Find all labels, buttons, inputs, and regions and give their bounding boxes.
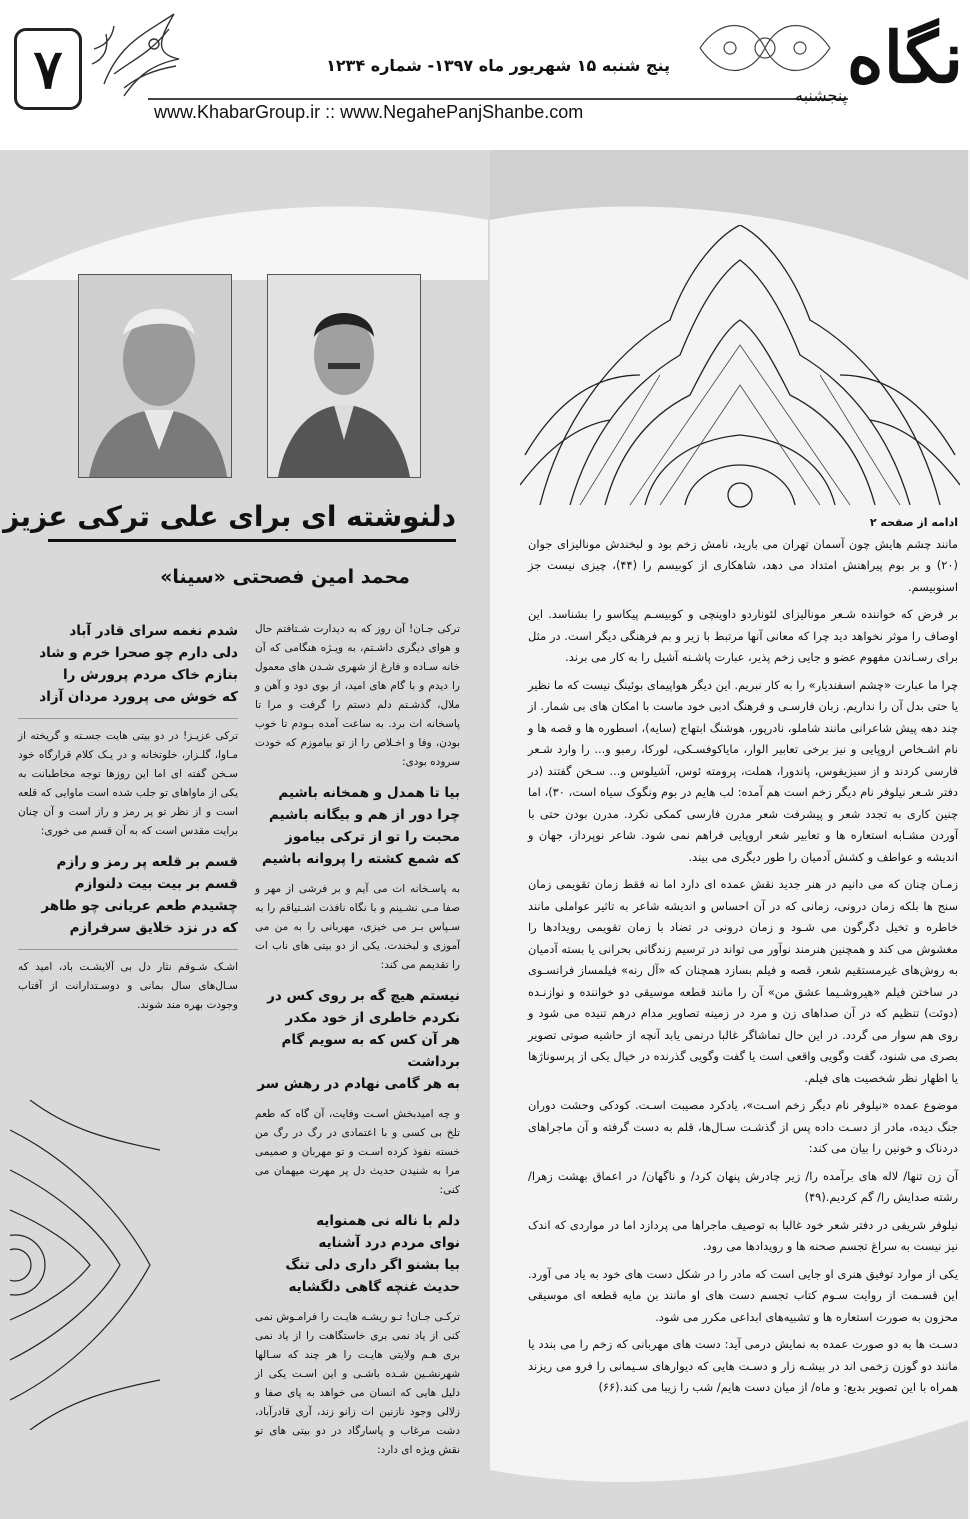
verse-line: شدم نغمه سرای قادر آباد	[69, 623, 238, 639]
paragraph: موضوع عمده «نیلوفر نام دیگر زخم اسـت»، یادکرد مصیبت اسـت. کودکی وحشت دوران جنگ دیده، مادر از دسـت داده پس از گذشـت سـال‌ها، قلم به دست گرفته و آن ماجراهای دردناک و خونین را بیان می کند:	[528, 1098, 958, 1155]
poem-verse	[255, 1210, 460, 1298]
header-rule	[148, 98, 848, 100]
page-header	[0, 0, 970, 150]
verse-line: محبت را تو از ترکی بیاموز	[285, 829, 460, 845]
verse-line: قسم بر قلعه پر رمز و رازم	[56, 854, 238, 870]
verse-line: دلی دارم چو صحرا خرم و شاد	[39, 645, 238, 661]
article-column-middle	[255, 620, 460, 1466]
verse-line: که خوش می پرورد مردان آزاد	[39, 689, 238, 705]
header-ornament	[690, 8, 840, 88]
article-column-left	[18, 620, 238, 1021]
verse-line: نکردم خاطری از خود مکدر	[285, 1010, 460, 1026]
verse-line: چشیدم طعم عریانی چو طاهر	[41, 898, 238, 914]
paragraph: و چه امیدبخش اسـت وفایت، آن گاه که طعم تلخ بی کسی و با اعتمادی در رگ در رگ من خسته نفوذ کرده اسـت و تو مهربان و صمیمی مرا به شنیدن حدیث دل پر مهرت میهمان می کنی:	[255, 1108, 460, 1196]
paragraph: نیلوفر شریفی در دفتر شعر خود غالبا به توصیف ماجراها می پردازد اما در مواردی که اندک نیز نیست به سراغ تجسم صحنه ها و رویدادها می رود.	[528, 1217, 958, 1253]
newspaper-logo: نگاه	[846, 16, 964, 99]
page-number: ۷	[14, 28, 82, 110]
article-byline: محمد امین فصحتی «سینا»	[160, 566, 410, 588]
verse-line: نوای مردم درد آشنایه	[318, 1235, 460, 1251]
verse-line: که شمع کشته را پروانه باشیم	[261, 851, 460, 867]
article-headline: دلنوشته ای برای علی ترکی عزیز	[48, 500, 456, 542]
verse-line: بیا بشنو اگر داری دلی تنگ	[285, 1257, 460, 1273]
photo-author	[267, 274, 421, 478]
verse-line: دلم با ناله نی همنوایه	[316, 1213, 460, 1229]
paragraph: دسـت ها به دو صورت عمده به نمایش درمی آید: دست های مهربانی که زخم را می بندد یا مانند دو گوزن زخمی اند در بیشـه زار و دسـت هایی که دیوارهای سـیمانی را فرو می ریزند همراه با این تصویر بدیع: و ماه/ از میان دست هایم/ شب را زیبا می کند.(۶۶)	[528, 1337, 958, 1394]
website-urls[interactable]: www.KhabarGroup.ir :: www.NegahePanjShanbe.com	[154, 102, 584, 122]
paragraph: بر فرض که خواننده شـعر مونالیزای لئوناردو داوینچی و کوبیسـم پیکاسو را بشناسد. این اوصاف را موثر نخواهد دید چرا که معانی آنها مرتبط با زیر و بم فرهنگی دیگر است. در مثل برای رسـاندن مفهوم عضو و جایی زخم پذیر، عبارت پاشـنه آشیل را به کار می برند.	[528, 607, 958, 664]
divider	[18, 718, 238, 719]
bottom-curve-decor	[0, 1410, 970, 1519]
paragraph: اشـک شـوقم نثار دل بی آلایشـت باد، امید که سـال‌های سال بمانی و دوسـتدارانت از آفتاب وجودت بهره مند شوند.	[18, 961, 238, 1011]
dateline: پنج شنبه ۱۵ شهریور ماه ۱۳۹۷- شماره ۱۲۳۴	[326, 56, 670, 75]
logo-subtitle: پنجشنبه	[795, 86, 848, 105]
paragraph: ترکی عزیـز! در دو بیتی هایت جسـته و گریخته از مـاوا، گلـزار، خلوتخانه و در یـک کلام قرارگاه خود سـخن گفته ای اما این روزها توجه مخاطبانت به یکی از ماواهای تو جلب شده است ماوایی که قلعه است و از نظر تو پر رمز و راز است و آن چنان برایت مقدس است که به آن قسم می خوری:	[18, 730, 238, 837]
poem-verse	[255, 985, 460, 1095]
verse-line: نیستم هیچ گه بر روی کس در	[267, 988, 460, 1004]
verse-line: که در نزد خلایق سرفرازم	[69, 920, 238, 936]
verse-line: بنازم خاک مردم پرورش را	[63, 667, 238, 683]
paragraph: ترکی جـان! آن روز که به دیدارت شـتافتم حال و هوای دیگری داشـتم، به ویـژه هنگامی که آن خانه سـاده و فارغ از شهری شـدن های معمول را دیدم و با گام های امید، از بوی دود و آهن و ملال، گذشـتم دلم دستم را گرفت و مرا تا پاسخانه ات برد. به ساعت آمده بـودم تا خوب بودن، وفا و اخـلاص را از تو بیاموزم که خودت سروده بودی:	[255, 623, 460, 768]
verse-line: به هر گامی نهادم در رهش سر	[257, 1076, 460, 1092]
verse-line: چرا دور از هم و بیگانه باشیم	[268, 807, 460, 823]
poem-verse	[255, 782, 460, 870]
photo-ali-torki	[78, 274, 232, 478]
divider	[18, 949, 238, 950]
paragraph: آن زن تنها/ لاله های برآمده را/ زیر چادرش پنهان کرد/ و ناگهان/ در اعماق بهشت زهرا/ رشته صدایش را/ گم کردیم.(۴۹)	[528, 1168, 958, 1204]
paragraph: یکی از موارد توفیق هنری او جایی است که مادر را در شکل دست های خود به یاد می آورد. این قسـمت از روایت سـوم کتاب تجسم دست های او مانند بن مایه قطعه ای موسیقی محزون به صورت استعاره ها و تشبیه‌های ابداعی مکرر می شود.	[528, 1266, 958, 1324]
paragraph: ترکـی جـان! تـو ریشـه هایـت را فرامـوش نمی کنی از یاد نمی بری خاستگاهت را از یاد نمی بری هـم ولایتی هایـت را هر چند که سـالها شهرنشـین شـده باشـی و این اسـت یکی از دلیل هایی که انسان می خواهد به پای صفا و زلالی وجود نازنین ات زانو زند، آری قادرآباد، دشت مرغاب و پاسارگاد در دو بیتی های تو نقش ویژه ای دارد:	[255, 1311, 460, 1456]
phoenix-ornament	[84, 4, 194, 104]
continued-from-label: ادامه از صفحه ۲	[869, 516, 958, 529]
paragraph: چرا ما عبارت «چشم اسفندیار» را به کار نبریم. این دیگر هواپیمای بوئینگ نیست که ما نظیر یا حتی بدل آن را نداریم. زبان فارسـی و فرهنگ ادبی خود ماست با امکان های بی شمار. از چند دهه پیش شاعرانی مانند شاملو، نادرپور، هوشنگ ابتهاج (سایه)، اسطوره ها و قصه ها و نام اشـخاص اروپایی و نیز برخی تعابیر الوار، مایاکوفسـکی، لورکا، رمبو و... را وارد شـعر فارسی کردند و از سیزیفوس، پاندورا، هملت، پرومته ئوس، آشیلوس و... سـخن گفتند (در دفتر شـعر نیلوفر نام دیگر زخم است هم آمده: لب هایم در بوم ونگوک سیاه است، ۳۰)، اما چنین کاری به تجدد شعر و پیشرفت شعر مدرن فارسی کمکی نکرد. مدرن بودن حتی با آوردن مشـابه استعاره ها و تعابیر شعر اروپایی فراهم نمی شود. شاعر نوپرداز، جهان و اندیشه و عواطف و کشش آدمیان را طور دیگری می بیند.	[528, 677, 958, 864]
verse-line: حدیث غنچه گاهی دلگشایه	[288, 1279, 460, 1295]
paragraph: مانند چشم هایش چون آسمان تهران می بارید، نامش زخم بود و لبخندش مونالیزای جوان (۲۰) و بر بوم پیراهنش امتداد می دهد، شاهکاری از کوبیسم را (۴۴)، چیزی نیست جز اسنوبیسم.	[528, 536, 958, 594]
paragraph: به پاسـخانه ات می آیم و بر فرشی از مهر و صفا مـی نشـینم و با نگاه نافذت اشـتیاقم را به سـپاس بـر می خیزی، مهربانی را به من می آموزی و لبخندت. یکی از دو بیتی های ناب ات را تقدیمم می کند:	[255, 883, 460, 971]
poem-verse	[18, 620, 238, 708]
article-column-right	[528, 512, 958, 1405]
paragraph: زمـان چنان که می دانیم در هنر جدید نقش عمده ای دارد اما نه فقط زمان تقویمی زمان سنج ها بلکه زمان درونی، زمانی که در آن احساس و اندیشه شاعر به تاثیر عواملی مانند خاطره و تخیل دگرگون می شـود و زمان درونی در تضاد با زمان تقویمی رویدادها را مغشوش می کند و همچنین هنرمند نوآور می تواند در ترسیم زندگانی بحرانی یا بسته آدمیان به روش‌های غیرمستقیم شعر، قصه و فیلم بسازد همچنان که «آل رنه» فیلمساز فرانسـوی در ساختن فیلم «هیروشـیما عشق من» آن را مانند قطعه موسیقی دو خواننده و نوازنـده (دوئت) تنظیم که در آن صداهای زن و مرد در زمینه تصاویر مدام درهم تنیده می شود و روی هم سوار می گردد. در این حال تماشاگر غالبا درنمی یابد آنچه از حاشیه صوتی تصویر بصری می شنود، گفت وگویی واقعی است یا گفت وگویی گذرنده در خیال یکی از پرسوناژها یا اظهار نظر شخصیت های فیلم.	[528, 877, 958, 1085]
verse-line: هر آن کس که به سویم گام برداشت	[281, 1032, 460, 1070]
poem-verse	[18, 851, 238, 939]
verse-line: قسم بر بیت بیت دلنوازم	[74, 876, 238, 892]
top-curve-decor	[0, 150, 970, 280]
verse-line: بیا تا همدل و همخانه باشیم	[278, 785, 460, 801]
